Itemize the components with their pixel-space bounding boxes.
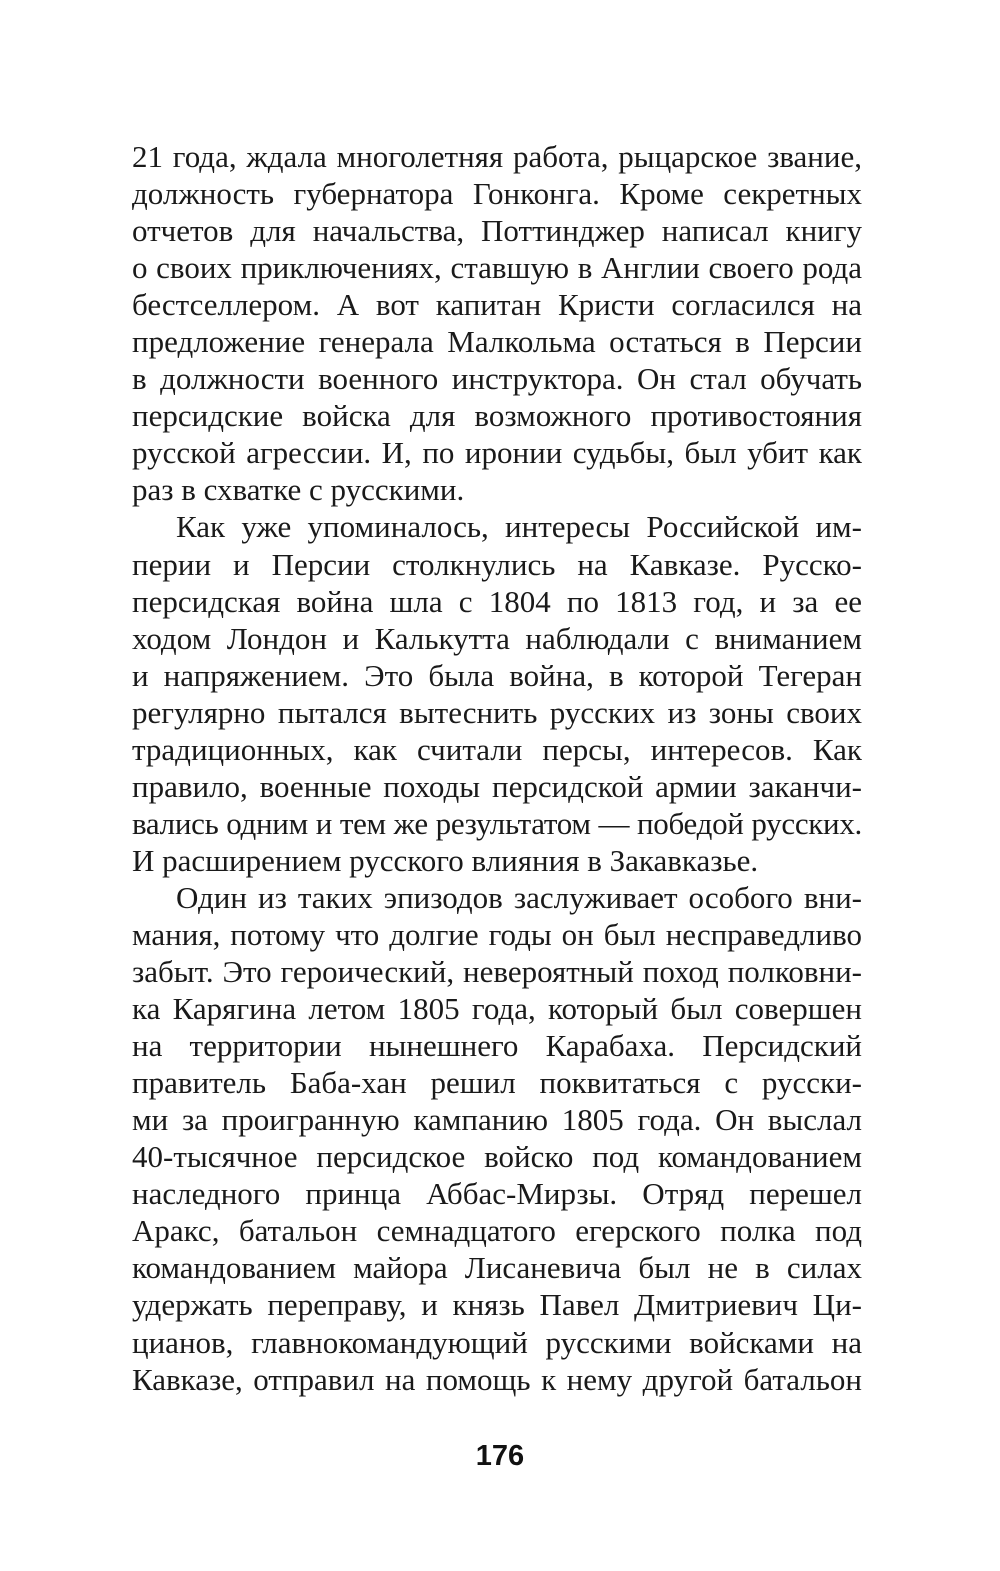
text-line: русской агрессии. И, по иронии судьбы, был убит как xyxy=(132,435,862,471)
page-number: 176 xyxy=(475,1440,525,1472)
text-line: удержать переправу, и князь Павел Дмитриевич Ци- xyxy=(132,1287,862,1323)
text-line: ми за проигранную кампанию 1805 года. Он выслал xyxy=(132,1102,862,1138)
text-line: 40-тысячное персидское войско под командованием xyxy=(132,1139,862,1175)
text-line: цианов, главнокомандующий русскими войсками на xyxy=(132,1324,862,1360)
text-line: Кавказе, отправил на помощь к нему другой батальон xyxy=(132,1361,862,1397)
text-line: персидская война шла с 1804 по 1813 год, и за ее xyxy=(132,583,862,619)
text-line: мания, потому что долгие годы он был несправедливо xyxy=(132,916,862,952)
text-line: перии и Персии столкнулись на Кавказе. Русско- xyxy=(132,546,862,582)
text-line: правитель Баба-хан решил поквитаться с русски- xyxy=(132,1065,862,1101)
text-line: И расширением русского влияния в Закавказье. xyxy=(132,842,759,878)
text-line: на территории нынешнего Карабаха. Персидский xyxy=(132,1028,862,1064)
text-line: традиционных, как считали персы, интересов. Как xyxy=(132,731,862,767)
text-line: регулярно пытался вытеснить русских из зоны своих xyxy=(132,694,862,730)
text-line: 21 года, ждала многолетняя работа, рыцарское звание, xyxy=(132,139,862,174)
text-line: отчетов для начальства, Поттинджер написал книгу xyxy=(132,213,862,249)
text-line: о своих приключениях, ставшую в Англии своего рода xyxy=(132,250,862,286)
text-line: Один из таких эпизодов заслуживает особого вни- xyxy=(176,879,862,915)
text-line: забыт. Это героический, невероятный поход полковни- xyxy=(132,954,862,990)
text-line: наследного принца Аббас-Мирзы. Отряд перешел xyxy=(132,1176,862,1212)
text-line: раз в схватке с русскими. xyxy=(132,472,465,508)
body-text xyxy=(132,138,862,1398)
text-line: в должности военного инструктора. Он стал обучать xyxy=(132,361,862,397)
text-line: ка Карягина летом 1805 года, который был совершен xyxy=(132,991,862,1027)
text-line: должность губернатора Гонконга. Кроме секретных xyxy=(132,176,862,212)
text-line: персидские войска для возможного противостояния xyxy=(132,398,862,434)
text-line: ходом Лондон и Калькутта наблюдали с вниманием xyxy=(132,620,862,656)
text-line: Как уже упоминалось, интересы Российской им- xyxy=(176,509,862,545)
text-line: бестселлером. А вот капитан Кристи согласился на xyxy=(132,287,862,323)
text-line: предложение генерала Малкольма остаться в Персии xyxy=(132,324,862,360)
text-line: командованием майора Лисаневича был не в силах xyxy=(132,1250,862,1286)
text-line: и напряжением. Это была война, в которой Тегеран xyxy=(132,657,862,693)
text-line: Аракс, батальон семнадцатого егерского полка под xyxy=(132,1213,862,1249)
text-line: правило, военные походы персидской армии заканчи- xyxy=(132,768,862,804)
text-line: вались одним и тем же результатом — победой русских. xyxy=(132,805,862,841)
